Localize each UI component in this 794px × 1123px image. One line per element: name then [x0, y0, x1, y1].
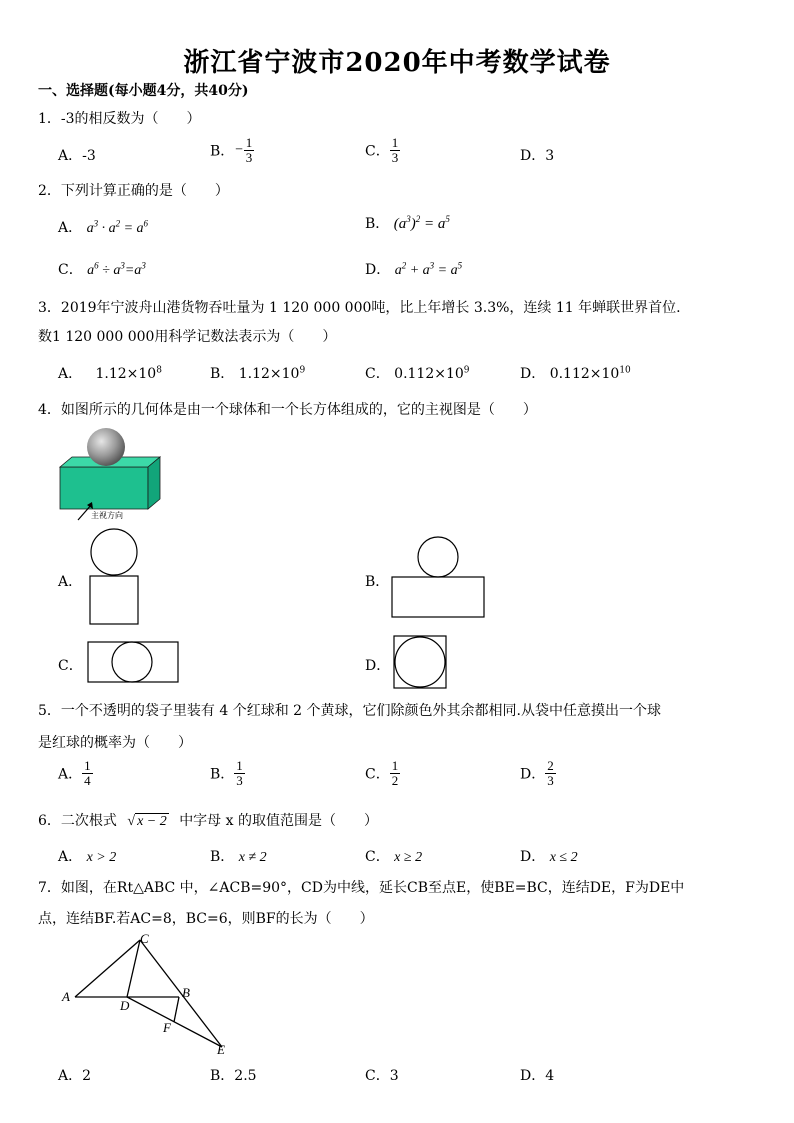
question-7-stem-line2: 点，连结BF.若AC=8，BC=6，则BF的长为（ ） [38, 911, 374, 927]
point-d-label: D [120, 998, 130, 1013]
question-7-stem-line1: 7．如图，在Rt△ABC 中，∠ACB=90°，CD为中线，延长CB至点E，使BE=BC，连结DE，F为DE中 [38, 880, 685, 896]
rectangle [88, 642, 178, 682]
q5-d-label: D． [520, 766, 546, 783]
question-5-stem-line1: 5．一个不透明的袋子里装有 4 个红球和 2 个黄球，它们除颜色外其余都相同.从袋中任意摸出一个球 [38, 703, 661, 719]
q6-stem-post: 中字母 x 的取值范围是（ ） [179, 813, 378, 829]
q5-b-den: 3 [236, 773, 243, 788]
q1-option-b [210, 136, 254, 165]
circle [112, 642, 152, 682]
q4-option-d-label: D． [365, 658, 391, 674]
segment-bf [174, 997, 179, 1022]
square [90, 576, 138, 624]
q5-a-label: A． [58, 766, 83, 783]
q2-d-expr: $a^2 + a^3 = a^5$ [394, 260, 463, 278]
q1-b-label: B． [210, 143, 235, 160]
q1-option-c [365, 136, 400, 165]
q6-radical [127, 813, 168, 830]
q6-d-label: D． [520, 849, 546, 865]
q5-d-fraction [545, 759, 556, 788]
q6-b-value: x ≠ 2 [238, 850, 267, 865]
q6-option-d [520, 846, 578, 866]
q3-b-exponent: 9 [299, 365, 306, 376]
question-5-stem-line2: 是红球的概率为（ ） [38, 735, 192, 751]
q7-triangle-figure [58, 930, 238, 1058]
q2-option-c [58, 259, 146, 279]
q5-d-den: 3 [547, 773, 554, 788]
q6-c-value: x ≥ 2 [394, 850, 423, 865]
q3-b-value: 1.12×10 [238, 366, 300, 382]
q1-option-a: A．-3 [58, 148, 96, 164]
q5-b-fraction [234, 759, 245, 788]
q2-d-label: D． [365, 262, 391, 278]
q4-option-a-figure [86, 528, 142, 628]
q5-c-label: C． [365, 766, 390, 783]
q1-b-fraction [244, 136, 255, 165]
q5-option-a [58, 759, 93, 788]
q6-d-value: x ≤ 2 [549, 850, 578, 865]
q1-c-label: C． [365, 143, 390, 160]
sqrt-sign: √ [127, 814, 136, 829]
q4-option-d-figure [392, 634, 448, 690]
q3-c-label: C． [365, 366, 390, 382]
q3-option-b [210, 363, 305, 383]
q2-a-expr: $a^3 \cdot a^2 = a^6$ [86, 218, 149, 236]
q3-c-value: 0.112×10 [394, 366, 464, 382]
q1-c-num: 1 [391, 135, 399, 150]
point-f-label: F [163, 1020, 171, 1035]
q5-c-den: 2 [391, 773, 399, 788]
point-a-label: A [62, 989, 70, 1004]
q5-b-label: B． [210, 766, 235, 783]
q3-d-exponent: 10 [619, 365, 631, 376]
q3-d-label: D． [520, 366, 546, 382]
segment-ac [75, 940, 140, 997]
question-2-stem: 2．下列计算正确的是（ ） [38, 183, 229, 199]
q4-option-c-figure [86, 640, 180, 686]
sphere [87, 428, 125, 466]
q4-option-a-label: A． [58, 574, 83, 590]
question-1-stem: 1．-3的相反数为（ ） [38, 111, 201, 127]
q5-option-d [520, 759, 556, 788]
section-heading: 一、选择题(每小题4分，共40分) [38, 83, 249, 99]
q6-radicand: x − 2 [137, 814, 167, 829]
q1-option-d: D．3 [520, 148, 555, 164]
q1-b-num: 1 [245, 135, 253, 150]
q2-c-expr: $a^6 \div a^3=a^3$ [87, 260, 146, 278]
q2-option-a [58, 217, 148, 237]
q3-a-exponent: 8 [156, 365, 162, 376]
circle [395, 637, 445, 687]
q7-option-d: D．4 [520, 1068, 555, 1084]
circle [418, 537, 458, 577]
square [394, 636, 446, 688]
rectangle [392, 577, 484, 617]
q2-b-expr: $(a^3)^2 = a^5$ [393, 214, 450, 232]
q7-option-c: C．3 [365, 1068, 399, 1084]
q2-option-d [365, 259, 462, 279]
q2-b-label: B． [365, 216, 390, 232]
q4-option-c-label: C． [58, 658, 83, 674]
q4-option-b-figure [390, 535, 486, 621]
q4-option-b-label: B． [365, 574, 390, 590]
question-3-stem-line1: 3．2019年宁波舟山港货物吞吐量为 1 120 000 000吨，比上年增长 3.3%，连续 11 年蝉联世界首位. [38, 300, 681, 316]
q2-c-label: C． [58, 262, 83, 278]
q5-c-num: 1 [391, 758, 399, 773]
q1-b-den: 3 [245, 150, 253, 165]
q5-b-num: 1 [236, 758, 243, 773]
q6-a-value: x > 2 [86, 850, 117, 865]
question-6-stem [38, 810, 378, 830]
q6-c-label: C． [365, 849, 390, 865]
q1-b-sign: − [234, 142, 244, 158]
q5-c-fraction [390, 759, 401, 788]
q6-a-label: A． [58, 849, 83, 865]
q5-option-c [365, 759, 400, 788]
q3-d-value: 0.112×10 [549, 366, 620, 382]
question-3-stem-line2: 数1 120 000 000用科学记数法表示为（ ） [38, 329, 337, 345]
q3-b-label: B． [210, 366, 235, 382]
q7-option-a: A．2 [58, 1068, 92, 1084]
point-e-label: E [217, 1042, 225, 1057]
segment-cd [127, 940, 140, 997]
q3-option-a [58, 363, 162, 383]
q5-d-num: 2 [547, 758, 554, 773]
view-direction-caption: 主视方向 [91, 511, 123, 520]
q3-option-c [365, 363, 470, 383]
q6-stem-pre: 6．二次根式 [38, 813, 117, 829]
point-c-label: C [140, 931, 149, 946]
q5-a-num: 1 [84, 758, 91, 773]
q6-option-a [58, 846, 116, 866]
q3-c-exponent: 9 [463, 365, 470, 376]
q1-c-fraction [390, 136, 401, 165]
q3-a-label: A． [58, 366, 83, 382]
q3-option-d [520, 363, 631, 383]
question-4-stem: 4．如图所示的几何体是由一个球体和一个长方体组成的，它的主视图是（ ） [38, 402, 537, 418]
segment-ce [140, 940, 222, 1047]
q3-a-value: 1.12×10 [95, 366, 157, 382]
circle [91, 529, 137, 575]
cuboid-front-face [60, 467, 148, 509]
exam-title: 浙江省宁波市2020年中考数学试卷 [183, 48, 611, 78]
point-b-label: B [182, 985, 190, 1000]
q5-a-den: 4 [84, 773, 91, 788]
q2-option-b [365, 213, 450, 233]
q5-option-b [210, 759, 245, 788]
q2-a-label: A． [58, 220, 83, 236]
q5-a-fraction [82, 759, 93, 788]
q1-c-den: 3 [391, 150, 399, 165]
q6-option-b [210, 846, 267, 866]
q6-option-c [365, 846, 422, 866]
q7-option-b: B．2.5 [210, 1068, 257, 1084]
q6-b-label: B． [210, 849, 235, 865]
